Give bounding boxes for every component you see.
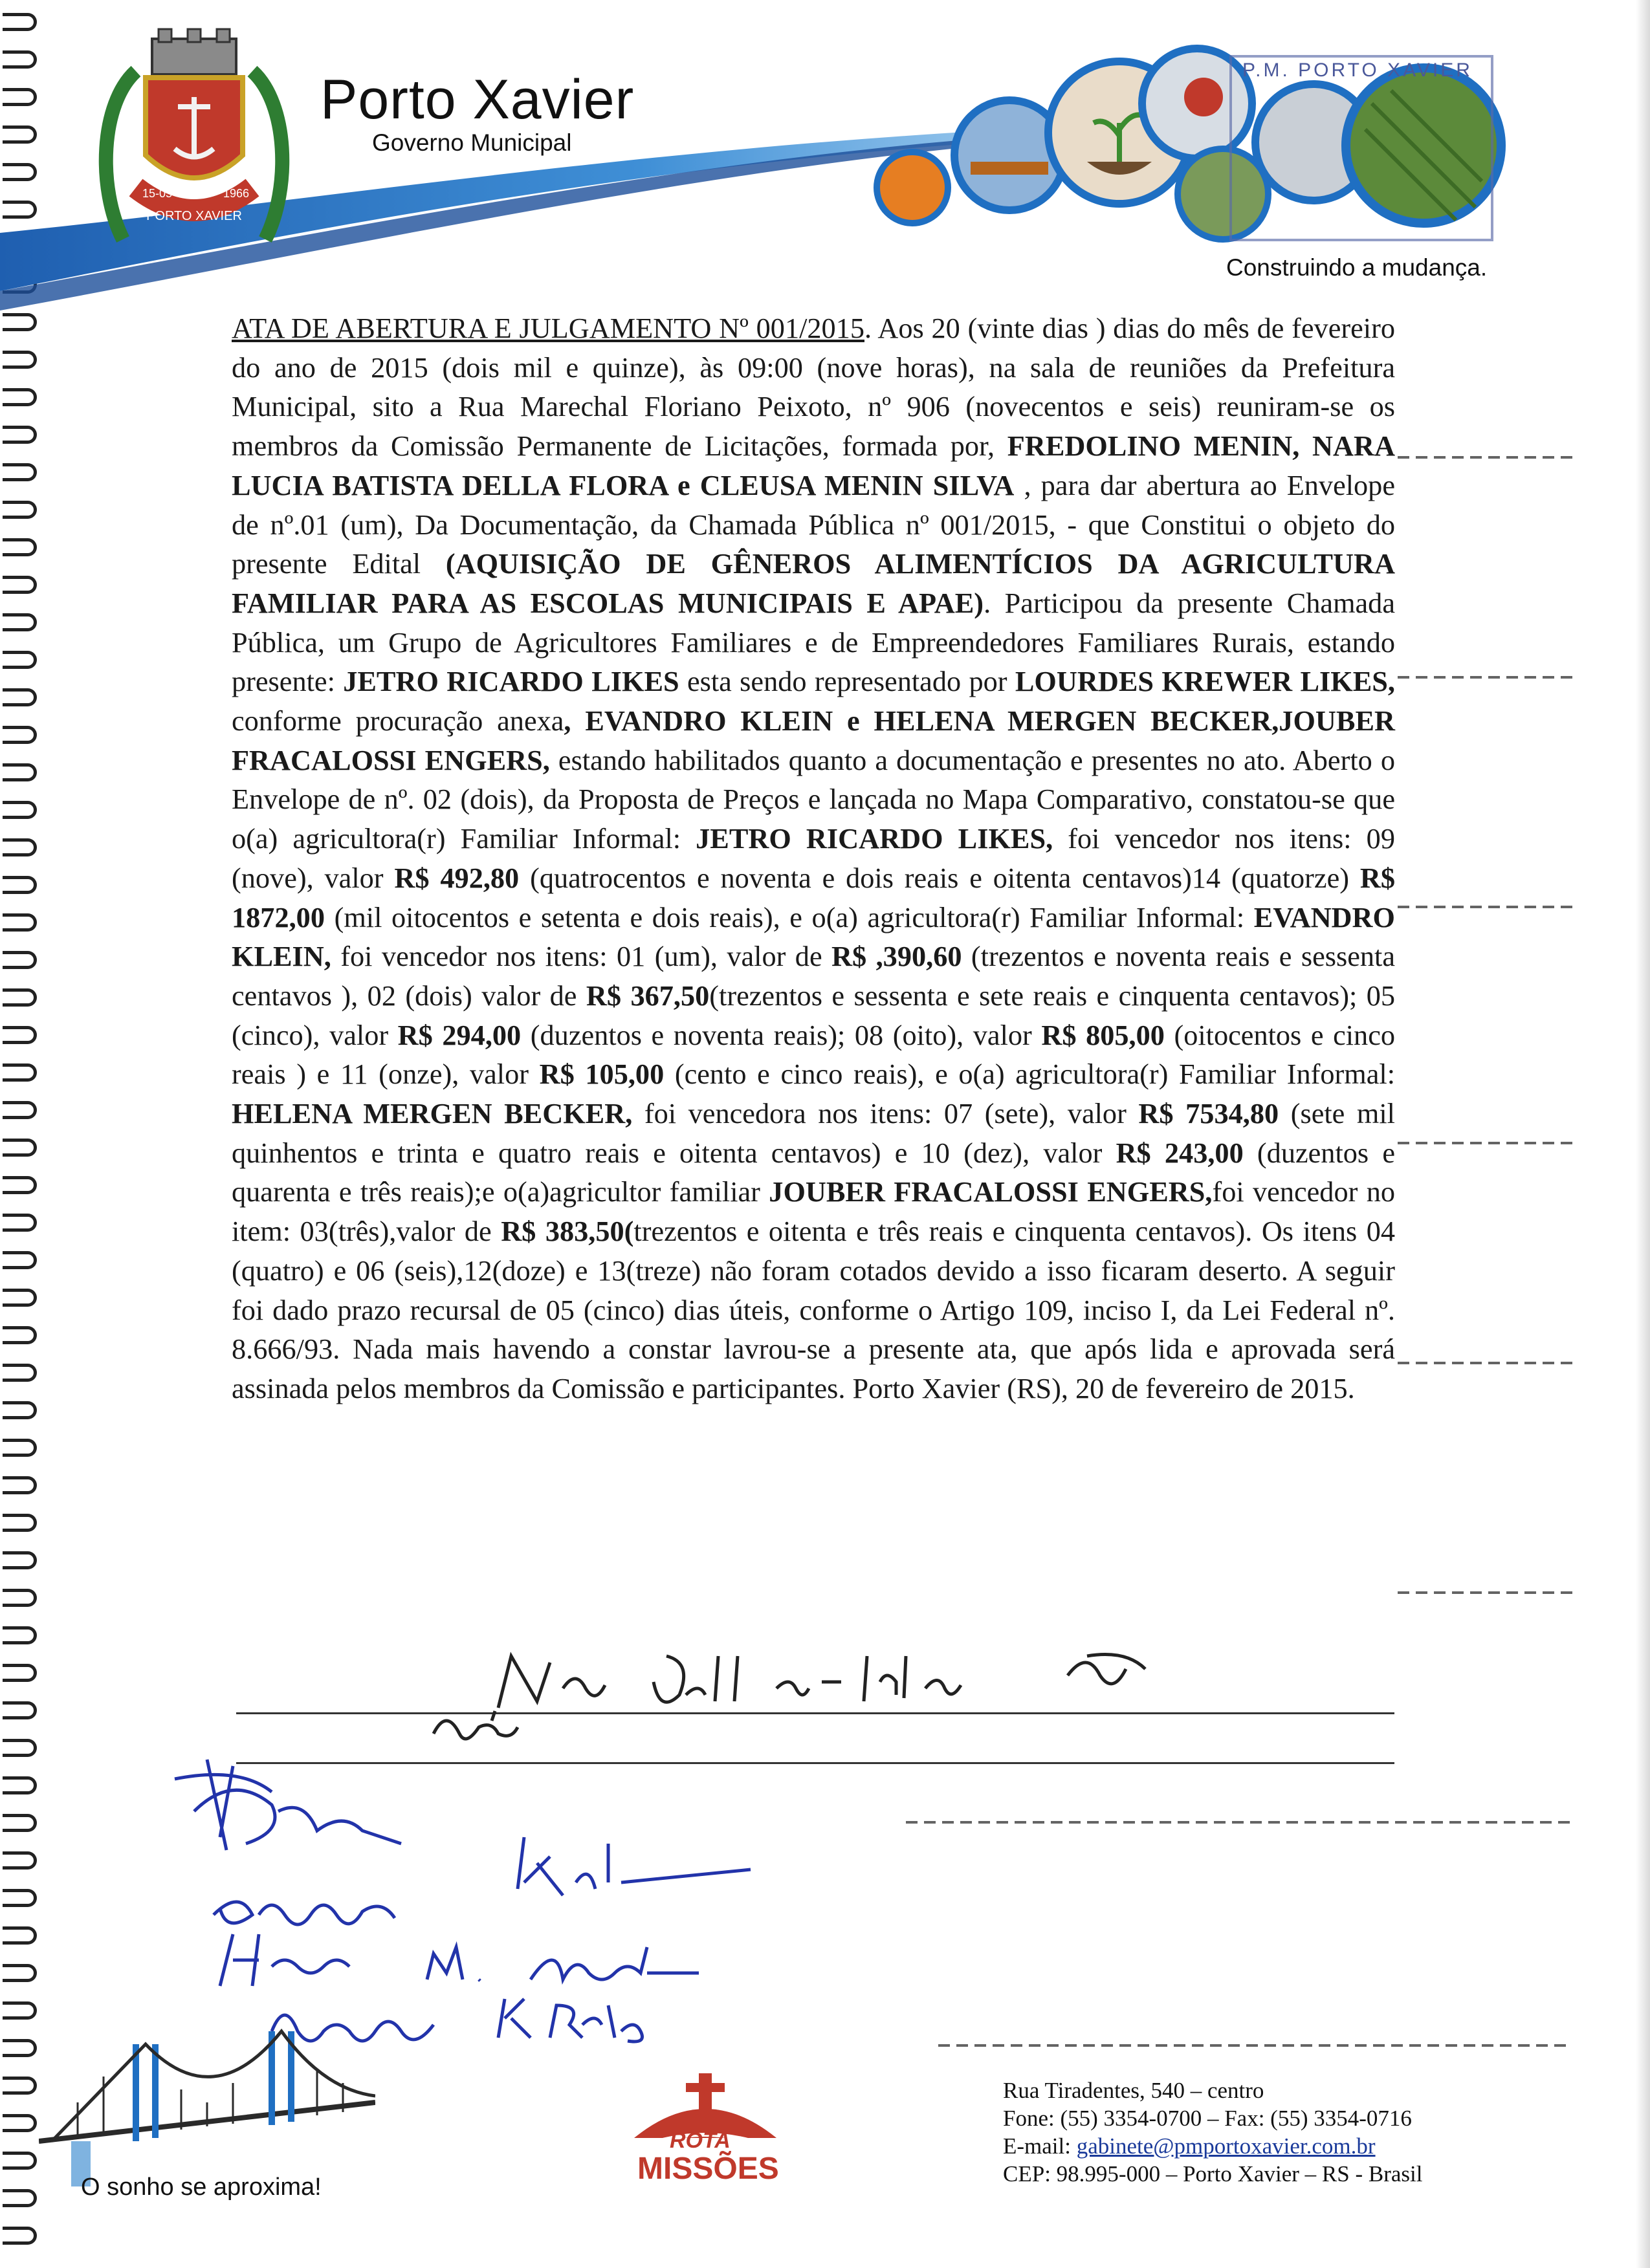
text-p10: foi vencedor nos itens: 01 (um), valor de bbox=[331, 941, 832, 973]
commission-members: FREDOLINO MENIN, NARA LUCIA BATISTA DELLA FLORA e CLEUSA MENIN SILVA bbox=[232, 430, 1395, 501]
binding-ring bbox=[3, 1214, 37, 1232]
binding-ring bbox=[3, 651, 37, 669]
name-jetro: JETRO RICARDO LIKES bbox=[343, 666, 679, 698]
binding-ring bbox=[3, 388, 37, 406]
binding-ring bbox=[3, 501, 37, 519]
text-p6: estando habilitados quanto a documentação e presentes no ato. Aberto o Envelope de nº. 02 (dois), da Proposta de Preços e lançada no Mapa Comparativo, constatou-se que o(a) agricultora(r) Familiar Informal: bbox=[232, 744, 1395, 855]
text-p15: (cento e cinco reais), e o(a) agricultora(r) Familiar Informal: bbox=[664, 1058, 1396, 1091]
text-p12: (trezentos e sessenta e sete reais e cinquenta centavos); 05 (cinco), valor bbox=[232, 979, 1396, 1051]
email-label: E-mail: bbox=[1003, 2133, 1077, 2159]
margin-dash bbox=[1398, 906, 1572, 908]
binding-ring bbox=[3, 1101, 37, 1119]
name-group: , EVANDRO KLEIN e HELENA MERGEN BECKER,JOUBER FRACALOSSI ENGERS, bbox=[232, 705, 1395, 776]
value-5: R$ 294,00 bbox=[397, 1019, 522, 1051]
text-p8: (quatrocentos e noventa e dois reais e oitenta centavos)14 (quatorze) bbox=[519, 862, 1360, 894]
text-p4: esta sendo representado por bbox=[679, 666, 1015, 698]
email-line bbox=[1003, 2132, 1422, 2160]
name-lourdes: LOURDES KREWER LIKES, bbox=[1015, 666, 1395, 698]
text-p2: , para dar abertura ao Envelope de nº.01 (um), Da Documentação, da Chamada Pública nº 001/2015, - que Constitui o objeto do presente Edital bbox=[232, 469, 1395, 580]
text-p20: trezentos e oitenta e três reais e cinquenta centavos). Os itens 04 (quatro) e 06 (seis),12(doze) e 13(treze) não foram cotados devido a isso ficaram deserto. A seguir foi dado prazo recursal de 05 (cinco) dias úteis, conforme o Artigo 109, inciso I, da Lei Federal nº. 8.666/93. Nada mais havendo a constar lavrou-se a presente ata, que após lida e aprovada será assinada pelos membros da Comissão e participantes. Porto Xavier (RS), 20 de fevereiro de 2015. bbox=[232, 1216, 1395, 1404]
text-p18: (duzentos e quarenta e três reais);e o(a)agricultor familiar bbox=[232, 1137, 1395, 1208]
letterhead bbox=[0, 0, 1650, 304]
binding-ring bbox=[3, 951, 37, 969]
binding-ring bbox=[3, 463, 37, 481]
svg-text:15-05: 15-05 bbox=[142, 187, 173, 200]
binding-ring bbox=[3, 688, 37, 706]
cep-line: CEP: 98.995-000 – Porto Xavier – RS - Brasil bbox=[1003, 2161, 1423, 2186]
value-1: R$ 492,80 bbox=[394, 862, 520, 894]
bridge-illustration bbox=[39, 2018, 375, 2193]
value-3: R$ ,390,60 bbox=[831, 941, 962, 973]
signature-menin bbox=[434, 1711, 518, 1739]
binding-ring bbox=[3, 613, 37, 631]
text-p13: (duzentos e noventa reais); 08 (oito), valor bbox=[521, 1019, 1042, 1051]
margin-dash bbox=[1398, 676, 1572, 679]
binding-ring bbox=[3, 1251, 37, 1269]
text-p19: foi vencedor no item: 03(três),valor de bbox=[232, 1176, 1395, 1248]
official-stamp bbox=[1229, 55, 1493, 241]
text-p1: . Aos 20 (vinte dias ) dias do mês de fevereiro do ano de 2015 (dois mil e quinze), às 09:00 (nove horas), na sala de reuniões da Prefeitura Municipal, sito a Rua Marechal Floriano Peixoto, nº 906 (novecentos e seis) reuniram-se os membros da Comissão Permanente de Licitações, formada por, bbox=[232, 312, 1395, 463]
missoes-label: MISSÕES bbox=[637, 2152, 779, 2186]
binding-ring bbox=[3, 2152, 37, 2170]
brand-subtitle: Governo Municipal bbox=[372, 129, 572, 156]
text-p7: foi vencedor nos itens: 09 (nove), valor bbox=[232, 823, 1395, 894]
text-p3: . Participou da presente Chamada Pública, um Grupo de Agricultores Familiares e de Empreendedores Familiares Rurais, estando presente: bbox=[232, 587, 1395, 698]
value-4: R$ 367,50 bbox=[586, 979, 710, 1012]
binding-ring bbox=[3, 1364, 37, 1382]
text-p16: foi vencedora nos itens: 07 (sete), valor bbox=[632, 1098, 1139, 1130]
text-p14: (oitocentos e cinco reais ) e 11 (onze), valor bbox=[232, 1019, 1396, 1091]
brand-title: Porto Xavier bbox=[320, 69, 635, 131]
value-6: R$ 805,00 bbox=[1041, 1019, 1165, 1051]
signature-helena-becker bbox=[220, 1934, 699, 1986]
margin-dash bbox=[1398, 456, 1572, 459]
signature-blue-1 bbox=[175, 1760, 401, 1850]
name-helena: HELENA MERGEN BECKER, bbox=[232, 1098, 633, 1130]
binding-ring bbox=[3, 1439, 37, 1457]
binding-ring bbox=[3, 838, 37, 856]
binding-ring bbox=[3, 876, 37, 894]
binding-ring bbox=[3, 2189, 37, 2207]
text-p5: conforme procuração anexa bbox=[232, 705, 564, 737]
margin-dash bbox=[1398, 1142, 1572, 1144]
minutes-body bbox=[232, 309, 1395, 1409]
phone-line: Fone: (55) 3354-0700 – Fax: (55) 3354-0716 bbox=[1003, 2106, 1412, 2131]
value-8: R$ 7534,80 bbox=[1138, 1098, 1279, 1130]
binding-ring bbox=[3, 2227, 37, 2245]
value-10: R$ 383,50( bbox=[501, 1216, 634, 1248]
binding-ring bbox=[3, 913, 37, 932]
name-jetro-2: JETRO RICARDO LIKES, bbox=[696, 823, 1053, 855]
value-9: R$ 243,00 bbox=[1116, 1137, 1244, 1169]
binding-ring bbox=[3, 801, 37, 819]
value-2: R$ 1872,00 bbox=[232, 862, 1395, 933]
binding-ring bbox=[3, 2114, 37, 2132]
document-title: ATA DE ABERTURA E JULGAMENTO Nº 001/2015 bbox=[232, 312, 864, 344]
rota-label: ROTA bbox=[670, 2128, 731, 2153]
object-title: (AQUISIÇÃO DE GÊNEROS ALIMENTÍCIOS DA AGRICULTURA FAMILIAR PARA AS ESCOLAS MUNICIPAIS E APAE) bbox=[232, 548, 1395, 619]
binding-ring bbox=[3, 1589, 37, 1607]
tagline: Construindo a mudança. bbox=[1226, 254, 1488, 281]
stamp-text: P.M. PORTO XAVIER bbox=[1242, 60, 1473, 81]
municipal-crest-logo bbox=[97, 26, 291, 246]
svg-text:PORTO XAVIER: PORTO XAVIER bbox=[146, 209, 242, 223]
footer-slogan: O sonho se aproxima! bbox=[81, 2174, 322, 2201]
text-p11: (trezentos e noventa reais e sessenta centavos ), 02 (dois) valor de bbox=[232, 941, 1396, 1012]
binding-ring bbox=[3, 351, 37, 369]
binding-ring bbox=[3, 426, 37, 444]
address-line: Rua Tiradentes, 540 – centro bbox=[1003, 2078, 1264, 2103]
binding-ring bbox=[3, 726, 37, 744]
binding-ring bbox=[3, 1139, 37, 1157]
name-jouber: JOUBER FRACALOSSI ENGERS, bbox=[769, 1176, 1213, 1208]
binding-ring bbox=[3, 763, 37, 781]
value-7: R$ 105,00 bbox=[539, 1058, 665, 1091]
footer-address-block bbox=[1003, 2077, 1422, 2188]
signature-nara bbox=[498, 1655, 1145, 1708]
binding-ring bbox=[3, 988, 37, 1007]
svg-text:1966: 1966 bbox=[223, 187, 250, 200]
binding-ring bbox=[3, 538, 37, 556]
binding-ring bbox=[3, 1476, 37, 1494]
margin-dash bbox=[1398, 1591, 1572, 1594]
signature-evandro-klein bbox=[214, 1837, 751, 1925]
binding-ring bbox=[3, 1176, 37, 1194]
binding-ring bbox=[3, 1401, 37, 1419]
email-link[interactable]: gabinete@pmportoxavier.com.br bbox=[1076, 2133, 1376, 2159]
binding-ring bbox=[3, 576, 37, 594]
name-evandro: EVANDRO KLEIN, bbox=[232, 901, 1395, 973]
binding-ring bbox=[3, 1063, 37, 1082]
text-p9: (mil oitocentos e setenta e dois reais), e o(a) agricultora(r) Familiar Informal: bbox=[324, 901, 1254, 933]
binding-ring bbox=[3, 1289, 37, 1307]
margin-dash bbox=[1398, 1362, 1572, 1364]
binding-ring bbox=[3, 1551, 37, 1569]
binding-ring bbox=[3, 1326, 37, 1344]
text-p17: (sete mil quinhentos e trinta e quatro reais e oitenta centavos) e 10 (dez), valor bbox=[232, 1098, 1395, 1169]
binding-ring bbox=[3, 313, 37, 331]
binding-ring bbox=[3, 1026, 37, 1044]
binding-ring bbox=[3, 1514, 37, 1532]
